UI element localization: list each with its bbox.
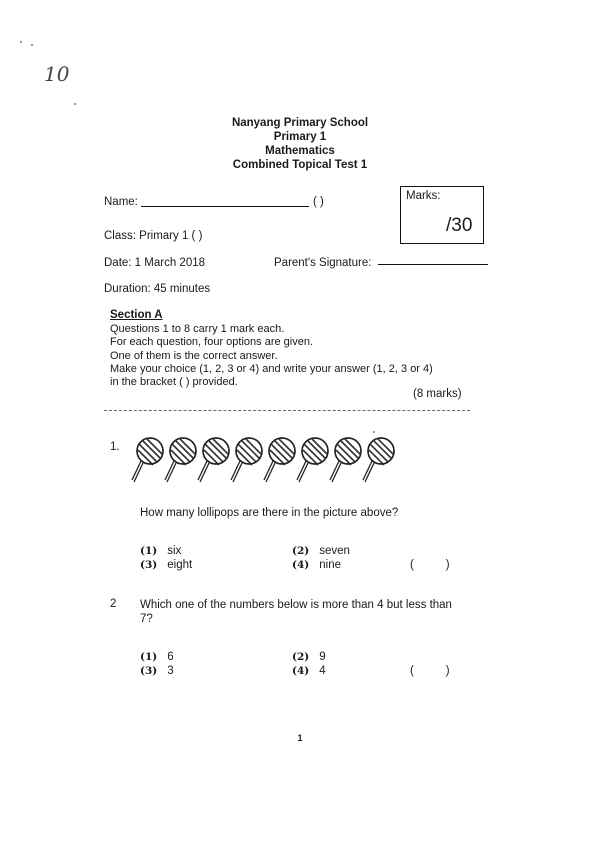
lollipop-icon xyxy=(297,438,328,482)
lollipop-icon xyxy=(330,438,361,482)
lollipop-icon xyxy=(363,438,394,482)
divider xyxy=(104,410,470,411)
q2-answer-bracket[interactable]: ( ) xyxy=(410,665,450,677)
q2-option-2[interactable] xyxy=(292,651,326,663)
school-name: Nanyang Primary School xyxy=(231,117,369,129)
index-bracket: ( ) xyxy=(313,196,324,208)
section-a-title: Section A xyxy=(110,309,163,321)
option-number: (2) xyxy=(292,651,310,663)
option-text: 6 xyxy=(167,651,174,663)
handwritten-score: 10 xyxy=(44,62,70,86)
q1-option-1[interactable] xyxy=(140,545,181,557)
class-label: Class: Primary 1 ( ) xyxy=(104,230,203,242)
q2-option-4[interactable] xyxy=(292,665,326,677)
q1-option-3[interactable] xyxy=(140,559,192,571)
lollipop-picture xyxy=(130,434,420,486)
scan-speck xyxy=(373,431,375,433)
option-number: (1) xyxy=(140,651,158,663)
q2-option-1[interactable] xyxy=(140,651,174,663)
parent-signature-label: Parent's Signature: xyxy=(274,257,372,269)
option-number: (3) xyxy=(140,559,158,571)
option-text: 9 xyxy=(319,651,326,663)
instruction-line: Make your choice (1, 2, 3 or 4) and write your answer (1, 2, 3 or 4) xyxy=(110,362,433,375)
q2-option-3[interactable] xyxy=(140,665,174,677)
option-text: six xyxy=(167,545,182,557)
option-text: 4 xyxy=(319,665,326,677)
date-label: Date: 1 March 2018 xyxy=(104,257,206,269)
subject: Mathematics xyxy=(265,145,335,157)
lollipop-icon xyxy=(198,438,229,482)
option-number: (4) xyxy=(292,665,310,677)
instruction-line: One of them is the correct answer. xyxy=(110,349,278,362)
section-a-instructions xyxy=(110,323,433,389)
question-1-text: How many lollipops are there in the picture above? xyxy=(140,507,399,519)
instruction-line: For each question, four options are given. xyxy=(110,336,314,349)
q1-answer-bracket[interactable]: ( ) xyxy=(410,559,450,571)
scan-speck xyxy=(74,103,76,105)
option-number: (3) xyxy=(140,665,158,677)
marks-total: /30 xyxy=(446,215,473,236)
q1-option-2[interactable] xyxy=(292,545,350,557)
section-a-marks: (8 marks) xyxy=(413,388,462,400)
question-2-text-line-2: 7? xyxy=(140,613,153,625)
scan-speck xyxy=(20,41,22,43)
instruction-line: Questions 1 to 8 carry 1 mark each. xyxy=(110,323,285,335)
question-2-text-line-1: Which one of the numbers below is more than 4 but less than xyxy=(140,599,452,611)
option-text: eight xyxy=(167,559,193,571)
level: Primary 1 xyxy=(273,131,327,143)
option-text: 3 xyxy=(167,665,174,677)
option-text: nine xyxy=(319,559,341,571)
lollipop-icon xyxy=(264,438,295,482)
lollipop-icon xyxy=(231,438,262,482)
option-number: (2) xyxy=(292,545,310,557)
test-title: Combined Topical Test 1 xyxy=(232,159,368,171)
signature-blank[interactable] xyxy=(378,264,488,265)
question-2-number: 2 xyxy=(110,598,117,610)
option-number: (1) xyxy=(140,545,158,557)
marks-label: Marks: xyxy=(406,190,441,202)
lollipop-icon xyxy=(132,438,163,482)
page-number: 1 xyxy=(297,733,303,743)
scan-speck xyxy=(31,44,33,46)
option-text: seven xyxy=(319,545,350,557)
lollipop-icon xyxy=(165,438,196,482)
exam-header xyxy=(0,116,600,172)
question-1-number: 1. xyxy=(110,441,120,453)
q1-option-4[interactable] xyxy=(292,559,341,571)
option-number: (4) xyxy=(292,559,310,571)
instruction-line: in the bracket ( ) provided. xyxy=(110,376,238,389)
name-blank[interactable] xyxy=(141,206,309,207)
name-label: Name: xyxy=(104,196,138,208)
duration-label: Duration: 45 minutes xyxy=(104,283,211,295)
